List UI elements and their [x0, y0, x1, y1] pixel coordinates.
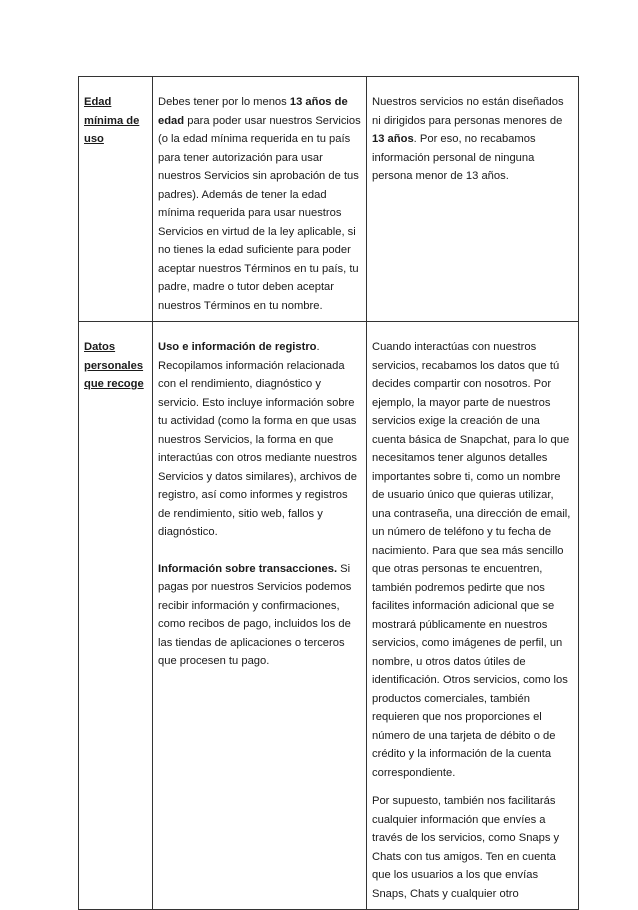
legal-text-cell: [153, 77, 367, 322]
policy-table: [78, 76, 579, 910]
summary-text-cell: [367, 322, 579, 910]
row-label: Datos personales que recoge: [84, 341, 144, 390]
row-label-cell: [79, 322, 153, 910]
legal-text-cell: [153, 322, 367, 910]
summary-text-cell: [367, 77, 579, 322]
paragraph: Por supuesto, también nos facilitarás cualquier información que envíes a través de los servicios, como Snaps y Chats con tus amigos. Ten en cuenta que los usuarios a los que envías Snaps, Chats y cualquier otro: [372, 795, 560, 900]
table-row: [79, 77, 579, 322]
paragraph: Cuando interactúas con nuestros servicios, recabamos los datos que tú decides compartir con nosotros. Por ejemplo, la mayor parte de nuestros servicios exige la creación de una cuenta básica de Snapchat, para lo que necesitamos tener algunos detalles importantes sobre ti, como un nombre de usuario único que quieras utilizar, una contraseña, una dirección de email, un número de teléfono y tu fecha de nacimiento. Para que sea más sencillo que otras personas te encuentren, también podremos pedirte que nos facilites información adicional que se mostrará públicamente en nuestros servicios, como imágenes de perfil, un nombre, u otros datos útiles de identificación. Otros servicios, como los productos comerciales, también requieren que nos proporciones el número de una tarjeta de débito o de crédito y la información de la cuenta correspondiente.: [372, 341, 571, 779]
paragraph: Información sobre transacciones. Si pagas por nuestros Servicios podemos recibir información y confirmaciones, como recibos de pago, incluidos los de las tiendas de aplicaciones o terceros que procesen tu pago.: [158, 562, 352, 667]
table-row: [79, 322, 579, 910]
paragraph: Debes tener por lo menos 13 años de edad para poder usar nuestros Servicios (o la edad mínima requerida en tu país para tener autorización para usar nuestros Servicios sin aprobación de tus padres). Además de tener la edad mínima requerida para usar nuestros Servicios en virtud de la ley aplicable, si no tienes la edad suficiente para poder aceptar nuestros Términos en tu país, tu padre, madre o tutor deben aceptar nuestros Términos en tu nombre.: [158, 96, 361, 312]
paragraph: Nuestros servicios no están diseñados ni dirigidos para personas menores de 13 años. Por eso, no recabamos información personal de ninguna persona menor de 13 años.: [372, 96, 564, 182]
paragraph: Uso e información de registro. Recopilamos información relacionada con el rendimiento, diagnóstico y servicio. Esto incluye información sobre tu actividad (como la forma en que usas nuestros Servicios, la forma en que interactúas con otros mediante nuestros Servicios y datos similares), archivos de registro, así como informes y registros de rendimiento, sitio web, fallos y diagnóstico.: [158, 341, 357, 538]
row-label-cell: [79, 77, 153, 322]
row-label: Edad mínima de uso: [84, 96, 140, 145]
